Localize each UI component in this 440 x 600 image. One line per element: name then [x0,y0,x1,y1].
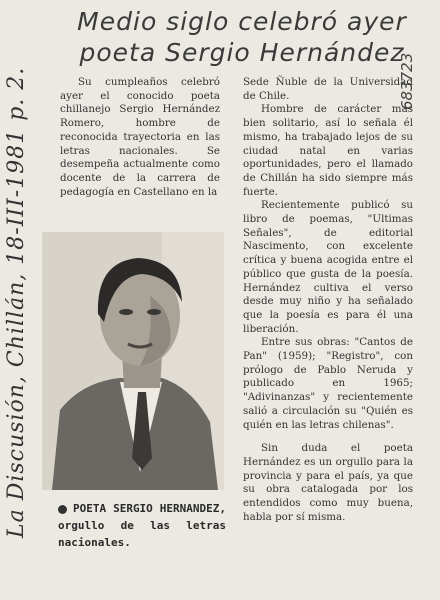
photo-caption [58,500,226,551]
article-paragraph: Entre sus obras: "Cantos de Pan" (1959); "Registro", con prólogo de Pablo Neruda y publicado en 1965; "Adivinanzas" y recientemente salió a circulación su "Quién es quién en las letras chilenas". [243,336,413,431]
article-column-left [60,76,220,199]
article-column-right [243,76,413,525]
article-paragraph: Hombre de carácter más bien solitario, así lo señala él mismo, ha trabajado lejos de su ciudad natal en varias oportunidades, pero el llamado de Chillán ha sido siempre más fuerte. [243,103,413,198]
article-paragraph: Su cumpleaños celebró ayer el conocido poeta chillanejo Sergio Hernández Romero, hombre de reconocida trayectoria en las letras nacionales. Se desempeña actualmente como docente de la carrera de pedagogía en Castellano en la [60,76,220,198]
caption-text: POETA SERGIO HERNANDEZ, orgullo de las letras nacionales. [58,502,226,549]
article-paragraph: Sede Ñuble de la Universidad de Chile. [243,76,413,102]
bullet-icon [58,505,67,514]
headline: Medio siglo celebró ayer poeta Sergio Hernández [77,7,407,67]
portrait-illustration [42,232,224,490]
handwritten-source-note: La Discusión, Chillán, 18-III-1981 p. 2. [4,66,29,538]
article-paragraph: Sin duda el poeta Hernández es un orgullo para la provincia y para el país, ya que su obra catalogada por los entendidos como muy buena, habla por sí misma. [243,442,413,523]
article-paragraph: Recientemente publicó su libro de poemas, "Ultimas Señales", de editorial Nascimento, con excelente crítica y buena acogida entre el público que gusta de la poesía. Hernández cultiva el verso desde muy niño y ha señalado que la poesía es para él una liberación. [243,199,413,335]
catalog-number: 683723 [398,52,416,110]
portrait-photo [42,232,224,490]
